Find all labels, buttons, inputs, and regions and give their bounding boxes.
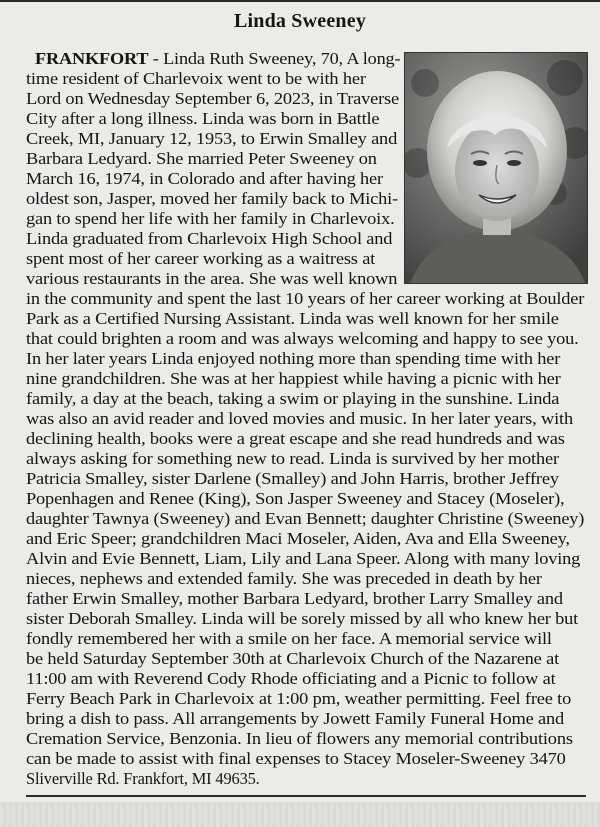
obituary-line: family, a day at the beach, taking a swim or playing in the sunshine. Linda: [26, 389, 560, 408]
obituary-line: spent most of her career working as a waitress at: [26, 249, 376, 268]
obituary-line: City after a long illness. Linda was born in Battle: [26, 109, 380, 128]
obituary-line: fondly remembered her with a smile on her face. A memorial service will: [26, 629, 552, 648]
bottom-divider: [26, 795, 586, 797]
obituary-line: Barbara Ledyard. She married Peter Sweeney on: [26, 149, 377, 168]
obituary-line: time resident of Charlevoix went to be with her: [26, 69, 366, 88]
obituary-line: always asking for something new to read. Linda is survived by her mother: [26, 449, 559, 468]
obituary-line: various restaurants in the area. She was well known: [26, 269, 398, 288]
obituary-line: Sliverville Rd. Frankfort, MI 49635.: [26, 769, 260, 788]
obituary-line: and Eric Speer; grandchildren Maci Moseler, Aiden, Ava and Ella Sweeney,: [26, 529, 570, 548]
obituary-line: 11:00 am with Reverend Cody Rhode officiating and a Picnic to follow at: [26, 669, 556, 688]
obituary-line: Cremation Service, Benzonia. In lieu of flowers any memorial contributions: [26, 729, 573, 748]
obituary-line: Linda graduated from Charlevoix High School and: [26, 229, 393, 248]
obituary-line: March 16, 1974, in Colorado and after having her: [26, 169, 383, 188]
obituary-line: oldest son, Jasper, moved her family back to Michi-: [26, 189, 399, 208]
obituary-line: Popenhagen and Renee (King), Son Jasper Sweeney and Stacey (Moseler),: [26, 489, 565, 508]
obituary-line: Park as a Certified Nursing Assistant. Linda was well known for her smile: [26, 309, 559, 328]
obituary-line: Alvin and Evie Bennett, Liam, Lily and Lana Speer. Along with many loving: [26, 549, 581, 568]
obituary-line: can be made to assist with final expenses to Stacey Moseler-Sweeney 3470: [26, 749, 566, 768]
obituary-line: was also an avid reader and loved movies and music. In her later years, with: [26, 409, 573, 428]
obituary-line-text: - Linda Ruth Sweeney, 70, A long-: [148, 49, 401, 68]
obituary-line: Lord on Wednesday September 6, 2023, in Traverse: [26, 89, 400, 108]
obituary-title: Linda Sweeney: [233, 10, 367, 32]
obituary-line: declining health, books were a great escape and she read hundreds and was: [26, 429, 565, 448]
dateline: FRANKFORT: [35, 49, 149, 68]
obituary-line: Patricia Smalley, sister Darlene (Smalley) and John Harris, brother Jeffrey: [26, 469, 559, 488]
obituary-line: nine grandchildren. She was at her happiest while having a picnic with her: [26, 369, 561, 388]
obituary-line: be held Saturday September 30th at Charlevoix Church of the Nazarene at: [26, 649, 560, 668]
obituary-line: Creek, MI, January 12, 1953, to Erwin Smalley and: [26, 129, 398, 148]
obituary-line: father Erwin Smalley, mother Barbara Ledyard, brother Larry Smalley and: [26, 589, 563, 608]
obituary-line: Ferry Beach Park in Charlevoix at 1:00 pm, weather permitting. Feel free to: [26, 689, 572, 708]
obituary-line: nieces, nephews and extended family. She was preceded in death by her: [26, 569, 542, 588]
obituary-line: in the community and spent the last 10 years of her career working at Boulder: [26, 289, 585, 308]
obituary-line: sister Deborah Smalley. Linda will be sorely missed by all who knew her but: [26, 609, 579, 628]
obituary-line: gan to spend her life with her family in Charlevoix.: [26, 209, 395, 228]
obituary-line: bring a dish to pass. All arrangements by Jowett Family Funeral Home and: [26, 709, 565, 728]
obituary-body: [0, 2, 600, 827]
obituary-line: daughter Tawnya (Sweeney) and Evan Bennett; daughter Christine (Sweeney): [26, 509, 585, 528]
obituary-line: that could brighten a room and was always welcoming and happy to see you.: [26, 329, 579, 348]
page-edge: [0, 802, 600, 827]
obituary-line: [35, 49, 400, 69]
obituary-line: In her later years Linda enjoyed nothing more than spending time with her: [26, 349, 561, 368]
